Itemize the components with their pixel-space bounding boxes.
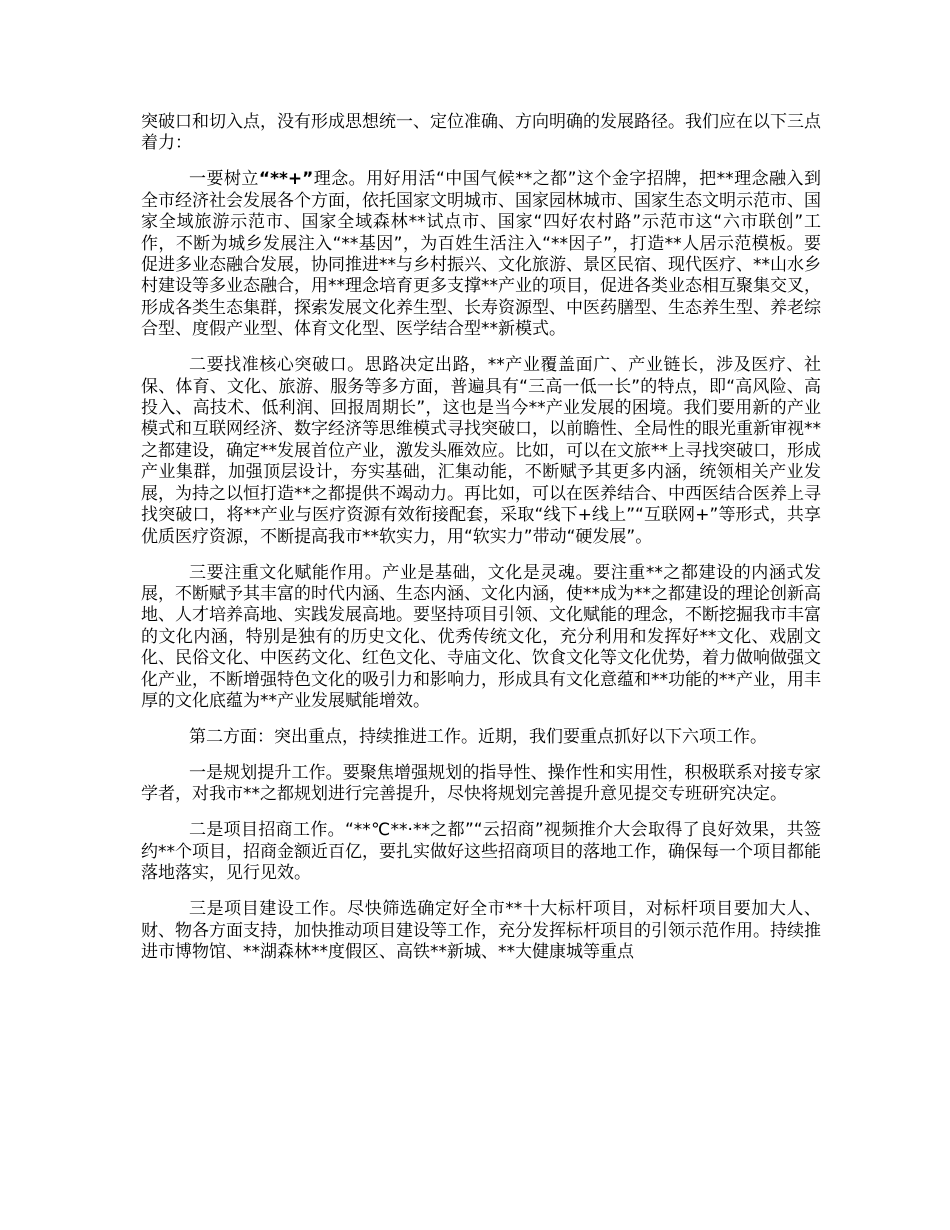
paragraph-first-point bbox=[141, 169, 821, 340]
paragraph-section-two: 第二方面：突出重点，持续推进工作。近期，我们要重点抓好以下六项工作。 bbox=[189, 726, 767, 747]
paragraph-construction: 三是项目建设工作。尽快筛选确定好全市**十大标杆项目，对标杆项目要加大人、财、物各方面支持，加快推动项目建设等工作，充分发挥标杆项目的引领示范作用。持续推进市博物馆、**湖森林**度假区、高铁**新城、**大健康城等重点 bbox=[141, 899, 821, 962]
paragraph-planning: 一是规划提升工作。要聚焦增强规划的指导性、操作性和实用性，积极联系对接专家学者，对我市**之都规划进行完善提升，尽快将规划完善提升意见提交专班研究决定。 bbox=[141, 762, 821, 805]
paragraph-lead: 一要树立 bbox=[189, 169, 259, 190]
document-page bbox=[141, 112, 821, 963]
paragraph-investment: 二是项目招商工作。“**℃**·**之都”“云招商”视频推介大会取得了良好效果，共签约**个项目，招商金额近百亿，要扎实做好这些招商项目的落地工作，确保每一个项目都能落地落实，见行见效。 bbox=[141, 820, 821, 884]
paragraph-third-point: 三要注重文化赋能作用。产业是基础，文化是灵魂。要注重**之都建设的内涵式发展，不断赋予其丰富的时代内涵、生态内涵、文化内涵，使**成为**之都建设的理论创新高地、人才培养高地、实践发展高地。要坚持项目引领、文化赋能的理念，不断挖掘我市丰富的文化内涵，特别是独有的历史文化、优秀传统文化，充分利用和发挥好**文化、戏剧文化、民俗文化、中医药文化、红色文化、寺庙文化、饮食文化等文化优势，着力做响做强文化产业，不断增强特色文化的吸引力和影响力，形成具有文化意蕴和**功能的**产业，用丰厚的文化底蕴为**产业发展赋能增效。 bbox=[141, 562, 821, 711]
paragraph-second-point: 二要找准核心突破口。思路决定出路，**产业覆盖面广、产业链长，涉及医疗、社保、体育、文化、旅游、服务等多方面，普遍具有“三高一低一长”的特点，即“高风险、高投入、高技术、低利润、回报周期长”，这也是当今**产业发展的困境。我们要用新的产业模式和互联网经济、数字经济等思维模式寻找突破口，以前瞻性、全局性的眼光重新审视**之都建设，确定**发展首位产业，激发头雁效应。比如，可以在文旅**上寻找突破口，形成产业集群，加强顶层设计，夯实基础，汇集动能，不断赋予其更多内涵，统领相关产业发展，为持之以恒打造**之都提供不竭动力。再比如，可以在医养结合、中西医结合医养上寻找突破口，将**产业与医疗资源有效衔接配套，采取“线下+线上”“互联网+”等形式，共享优质医疗资源，不断提高我市**软实力，用“软实力”带动“硬发展”。 bbox=[141, 355, 821, 547]
paragraph-body: 理念。用好用活“中国气候**之都”这个金字招牌，把**理念融入到全市经济社会发展各个方面，依托国家文明城市、国家园林城市、国家生态文明示范市、国家全域旅游示范市、国家全域森林**试点市、国家“四好农村路”示范市这“六市联创”工作，不断为城乡发展注入“**基因”，为百姓生活注入“**因子”，打造**人居示范模板。要促进多业态融合发展，协同推进**与乡村振兴、文化旅游、景区民宿、现代医疗、**山水乡村建设等多业态融合，用**理念培育更多支撑**产业的项目，促进各类业态相互聚集交叉，形成各类生态集群，探索发展文化养生型、长寿资源型、中医药膳型、生态养生型、养老综合型、度假产业型、体育文化型、医学结合型**新模式。 bbox=[141, 169, 821, 340]
bold-concept: “**+” bbox=[258, 169, 314, 190]
paragraph-continuation: 突破口和切入点，没有形成思想统一、定位准确、方向明确的发展路径。我们应在以下三点着力： bbox=[141, 112, 821, 154]
